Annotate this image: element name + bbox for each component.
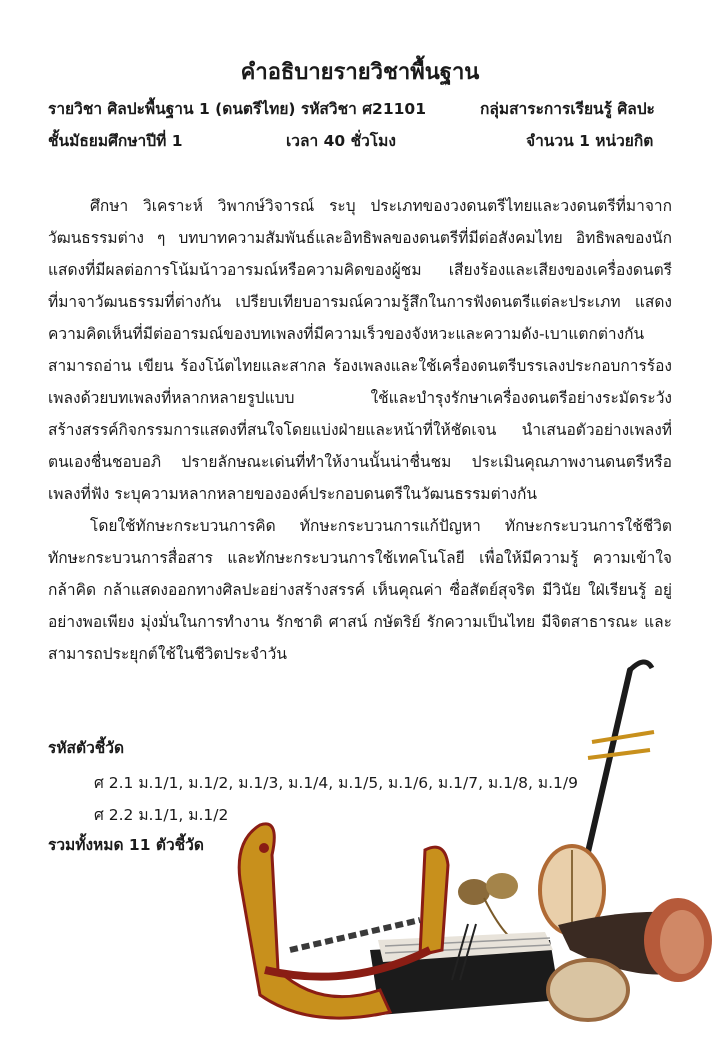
indicator-total: รวมทั้งหมด 11 ตัวชี้วัด xyxy=(48,836,204,854)
frame-drum-icon xyxy=(548,960,628,1020)
subject-info-row xyxy=(48,96,688,122)
fiddle-icon xyxy=(540,662,654,934)
course-description xyxy=(48,190,672,670)
study-hours: เวลา 40 ชั่วโมง xyxy=(286,132,396,150)
grade-level: ชั้นมัธยมศึกษาปีที่ 1 xyxy=(48,132,183,150)
description-paragraph: ศึกษา วิเคราะห์ วิพากษ์วิจารณ์ ระบุ ประเภทของวงดนตรีไทยและวงดนตรีที่มาจากวัฒนธรรมต่าง ๆ บทบาทความสัมพันธ์และอิทธิพลของดนตรีที่มีต่อสังคมไทย อิทธิพลของนักแสดงที่มีผลต่อการโน้มน้าวอารมณ์หรือความคิดของผู้ชม เสียงร้องและเสียงของเครื่องดนตรีที่มาจาวัฒนธรรมที่ต่างกัน เปรียบเทียบอารมณ์ความรู้สึกในการฟังดนตรีแต่ละประเภท แสดงความคิดเห็นที่มีต่ออารมณ์ของบทเพลงที่มีความเร็วของจังหวะและความดัง-เบาแตกต่างกัน สามารถอ่าน เขียน ร้องโน้ตไทยและสากล ร้องเพลงและใช้เครื่องดนตรีบรรเลงประกอบการร้องเพลงด้วยบทเพลงที่หลากหลายรูปแบบ ใช้และบำรุงรักษาเครื่องดนตรีอย่างระมัดระวัง สร้างสรรค์กิจกรรมการแสดงที่สนใจโดยแบ่งฝ่ายและหน้าที่ให้ชัดเจน นำเสนอตัวอย่างเพลงที่ตนเองชื่นชอบอภิ ปรายลักษณะเด่นที่ทำให้งานนั้นน่าชื่นชม ประเมินคุณภาพงานดนตรีหรือเพลงที่ฟัง ระบุความหลากหลายขององค์ประกอบดนตรีในวัฒนธรรมต่างกัน xyxy=(48,197,672,503)
credit-units: จำนวน 1 หน่วยกิต xyxy=(526,132,654,150)
description-paragraph: โดยใช้ทักษะกระบวนการคิด ทักษะกระบวนการแก้ปัญหา ทักษะกระบวนการใช้ชีวิต ทักษะกระบวนการสื่อสาร และทักษะกระบวนการใช้เทคโนโลยี เพื่อให้มีความรู้ ความเข้าใจ กล้าคิด กล้าแสดงออกทางศิลปะอย่างสร้างสรรค์ เห็นคุณค่า ซื่อสัตย์สุจริต มีวินัย ใฝ่เรียนรู้ อยู่อย่างพอเพียง มุ่งมั่นในการทำงาน รักชาติ ศาสน์ กษัตริย์ รักความเป็นไทย มีจิตสาธารณะ และสามารถประยุกต์ใช้ในชีวิตประจำวัน xyxy=(48,517,672,663)
thai-instruments-illustration xyxy=(220,650,720,1040)
indicators-heading: รหัสตัวชี้วัด xyxy=(48,739,125,757)
zither-icon xyxy=(370,924,560,1015)
grade-info-row xyxy=(48,128,688,154)
learning-area: กลุ่มสาระการเรียนรู้ ศิลปะ xyxy=(480,100,655,118)
page-title: คำอธิบายรายวิชาพื้นฐาน xyxy=(240,60,480,85)
indicator-item: ศ 2.2 ม.1/1, ม.1/2 xyxy=(94,806,229,824)
subject-code: รายวิชา ศิลปะพื้นฐาน 1 (ดนตรีไทย) รหัสวิชา ศ21101 xyxy=(48,100,426,118)
indicator-item: ศ 2.1 ม.1/1, ม.1/2, ม.1/3, ม.1/4, ม.1/5, ม.1/6, ม.1/7, ม.1/8, ม.1/9 xyxy=(94,774,578,792)
